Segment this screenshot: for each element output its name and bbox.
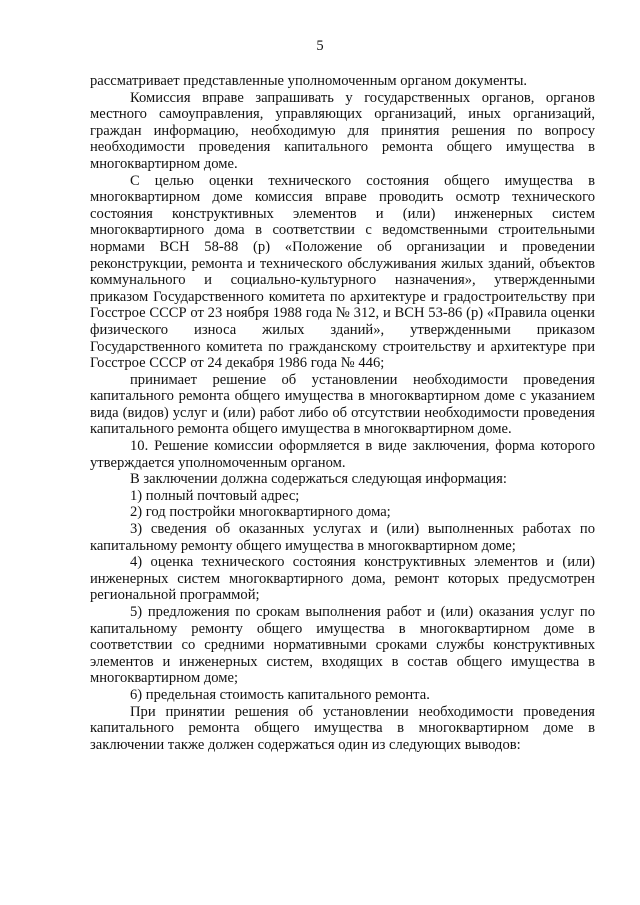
list-item-2: 2) год постройки многоквартирного дома; — [130, 504, 391, 521]
paragraph-conclusion-content: В заключении должна содержаться следующая информация: — [130, 471, 507, 488]
list-item-1: 1) полный почтовый адрес; — [130, 487, 300, 504]
paragraph-item-10: 10. Решение комиссии оформляется в виде заключения, форма которого утверждается уполномоченным органом. — [90, 438, 595, 471]
paragraph-technical-inspection: С целью оценки технического состояния общего имущества в многоквартирном доме комиссия вправе проводить осмотр технического состояния конструктивных элементов и (или) инженерных систем многоквартирного дома в соответствии с ведомственными строительными нормами ВСН 58-88 (р) «Положение об организации и проведении реконструкции, ремонта и технического обслуживания жилых зданий, объектов коммунального и социально-культурного назначения», утвержденными приказом Государственного комитета по архитектуре и градостроительству при Госстрое СССР от 23 ноября 1988 года № 312, и ВСН 53-86 (р) «Правила оценки физического износа жилых зданий», утвержденными приказом Государственного комитета по гражданскому строительству и архитектуре при Госстрое СССР от 24 декабря 1986 года № 446; — [90, 172, 595, 372]
paragraph-decision: принимает решение об установлении необходимости проведения капитального ремонта общего имущества в многоквартирном доме с указанием вида (видов) услуг и (или) работ либо об отсутствии необходимости проведения капитального ремонта общего имущества в многоквартирном доме. — [90, 371, 595, 438]
paragraph-conclusions: При принятии решения об установлении необходимости проведения капитального ремонта общего имущества в многоквартирном доме в заключении также должен содержаться один из следующих выводов: — [90, 703, 595, 753]
list-item-6: 6) предельная стоимость капитального ремонта. — [130, 686, 430, 703]
document-body — [90, 73, 595, 753]
paragraph-continuation: рассматривает представленные уполномоченным органом документы. — [90, 73, 528, 89]
list-item-5: 5) предложения по срокам выполнения работ и (или) оказания услуг по капитальному ремонту общего имущества в многоквартирном доме в соответствии со средними нормативными сроками службы конструктивных элементов и инженерных систем, входящих в состав общего имущества в многоквартирном доме; — [90, 604, 595, 687]
list-item-3: 3) сведения об оказанных услугах и (или) выполненных работах по капитальному ремонту общего имущества в многоквартирном доме; — [90, 521, 595, 554]
paragraph-commission-requests: Комиссия вправе запрашивать у государственных органов, органов местного самоуправления, управляющих организаций, иных организаций, граждан информацию, необходимую для принятия решения по вопросу необходимости проведения капитального ремонта общего имущества в многоквартирном доме. — [90, 89, 595, 172]
list-item-4: 4) оценка технического состояния конструктивных элементов и (или) инженерных систем многоквартирного дома, ремонт которых предусмотрен региональной программой; — [90, 554, 595, 604]
page-number: 5 — [316, 38, 324, 54]
